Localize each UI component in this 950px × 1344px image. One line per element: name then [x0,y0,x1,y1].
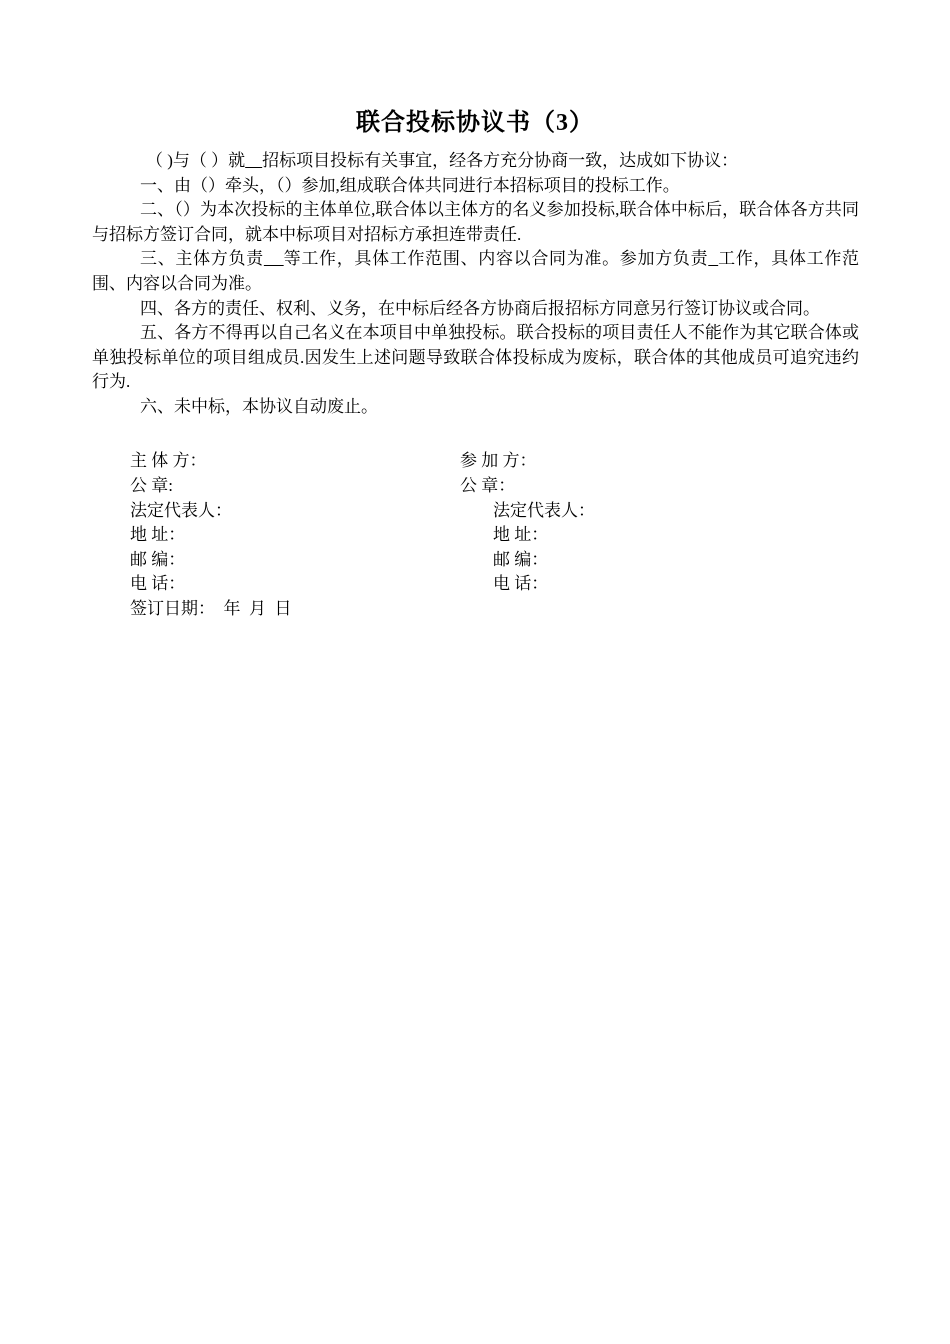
left-postcode-label: 邮 编： [130,550,186,569]
paragraph-clause-5: 五、各方不得再以自己名义在本项目中单独投标。联合投标的项目责任人不能作为其它联合体或单独投标单位的项目组成员.因发生上述问题导致联合体投标成为废标，联合体的其他成员可追究违约行为. [92,323,859,392]
paragraph-clause-1: 一、由（）牵头，（）参加,组成联合体共同进行本招标项目的投标工作。 [140,175,680,195]
paragraph-clause-3 [92,247,859,296]
right-address-label: 地 址： [493,525,549,544]
right-legal-rep-label: 法定代表人： [493,501,595,520]
clause-3-blank-b [708,249,718,268]
clause-3-part-c: 工作，具体工作范围、内容以合同为准。 [92,249,860,293]
right-postcode-label: 邮 编： [493,550,549,569]
paragraph-intro [92,149,859,174]
left-address-label: 地 址： [130,525,186,544]
paragraph-clause-4: 四、各方的责任、权利、义务，在中标后经各方协商后报招标方同意另行签订协议或合同。 [140,298,820,318]
right-party-label: 参 加 方： [460,451,537,470]
document-body [92,149,859,420]
paragraph-clause-2: 二、（）为本次投标的主体单位,联合体以主体方的名义参加投标,联合体中标后，联合体各方共同与招标方签订合同，就本中标项目对招标方承担连带责任. [92,200,859,244]
intro-suffix: 招标项目投标有关事宜，经各方充分协商一致，达成如下协议： [262,151,739,170]
right-phone-label: 电 话： [493,574,549,593]
document-title: 联合投标协议书（3） [356,110,594,136]
clause-3-blank-a [264,249,284,268]
clause-3-part-b: 等工作，具体工作范围、内容以合同为准。参加方负责 [283,249,709,269]
paragraph-clause-6: 六、未中标，本协议自动废止。 [140,396,378,416]
left-phone-label: 电 话： [130,574,186,593]
right-seal-label: 公 章： [460,476,516,495]
left-legal-rep-label: 法定代表人： [130,501,232,520]
intro-prefix: （ )与（ ）就 [146,151,246,170]
left-seal-label: 公 章: [130,476,173,495]
left-party-label: 主 体 方： [130,451,207,470]
signing-date-label: 签订日期： 年 月 日 [130,599,292,618]
intro-blank [245,151,262,170]
clause-3-part-a: 三、主体方负责 [140,249,264,269]
